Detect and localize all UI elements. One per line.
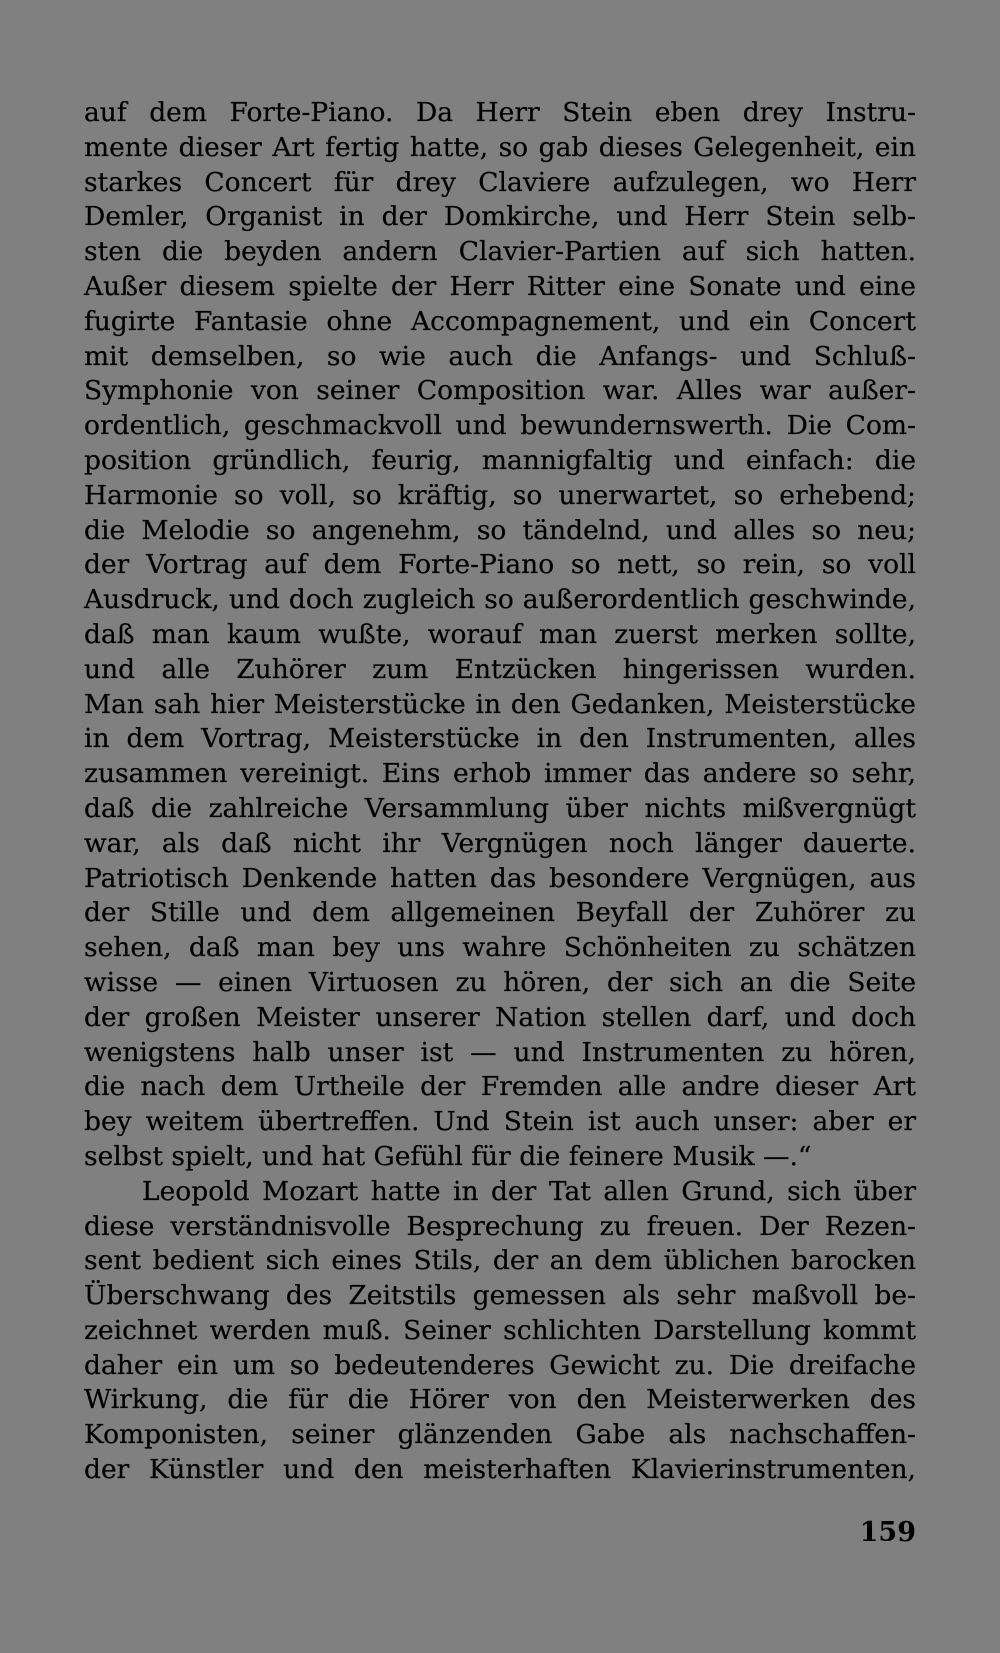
text-line: Wirkung, die für die Hörer von den Meisterwerken des xyxy=(84,1384,916,1416)
text-line: bey weitem übertreffen. Und Stein ist auch unser: aber er xyxy=(84,1106,916,1138)
text-line: die Melodie so angenehm, so tändelnd, und alles so neu; xyxy=(84,514,916,546)
text-line: mit demselben, so wie auch die Anfangs- und Schluß- xyxy=(84,340,916,372)
text-line: wenigstens halb unser ist — und Instrumenten zu hören, xyxy=(84,1036,916,1068)
text-line: Demler, Organist in der Domkirche, und Herr Stein selb- xyxy=(84,201,916,233)
text-line: der Vortrag auf dem Forte-Piano so nett, so rein, so voll xyxy=(84,549,916,581)
text-line: in dem Vortrag, Meisterstücke in den Instrumenten, alles xyxy=(84,723,916,755)
text-line: daher ein um so bedeutenderes Gewicht zu. Die dreifache xyxy=(84,1349,916,1381)
text-line: sten die beyden andern Clavier-Partien auf sich hatten. xyxy=(84,236,916,268)
text-line: Überschwang des Zeitstils gemessen als sehr maßvoll be- xyxy=(84,1280,916,1312)
text-line: war, als daß nicht ihr Vergnügen noch länger dauerte. xyxy=(84,827,916,859)
text-line: die nach dem Urtheile der Fremden alle andre dieser Art xyxy=(84,1071,916,1103)
text-line: Symphonie von seiner Composition war. Alles war außer- xyxy=(84,375,916,407)
text-line: daß man kaum wußte, worauf man zuerst merken sollte, xyxy=(84,618,916,650)
text-line: Patriotisch Denkende hatten das besondere Vergnügen, aus xyxy=(84,862,916,894)
text-line: sehen, daß man bey uns wahre Schönheiten zu schätzen xyxy=(84,932,916,964)
text-line: starkes Concert für drey Claviere aufzulegen, wo Herr xyxy=(84,166,916,198)
text-line: der Stille und dem allgemeinen Beyfall der Zuhörer zu xyxy=(84,897,916,929)
text-line: ordentlich, geschmackvoll und bewundernswerth. Die Com- xyxy=(84,410,916,442)
page-number: 159 xyxy=(859,1517,916,1548)
text-line: Man sah hier Meisterstücke in den Gedanken, Meisterstücke xyxy=(84,688,916,720)
text-line-paragraph-start: Leopold Mozart hatte in der Tat allen Grund, sich über xyxy=(142,1175,916,1207)
text-line: Außer diesem spielte der Herr Ritter eine Sonate und eine xyxy=(84,270,916,302)
text-line: wisse — einen Virtuosen zu hören, der sich an die Seite xyxy=(84,966,916,998)
text-line: sent bedient sich eines Stils, der an dem üblichen barocken xyxy=(84,1245,916,1277)
text-line: diese verständnisvolle Besprechung zu freuen. Der Rezen- xyxy=(84,1210,916,1242)
text-line: mente dieser Art fertig hatte, so gab dieses Gelegenheit, ein xyxy=(84,131,916,163)
text-line: zeichnet werden muß. Seiner schlichten Darstellung kommt xyxy=(84,1314,916,1346)
body-text xyxy=(84,96,916,1488)
text-line-paragraph-end: selbst spielt, und hat Gefühl für die feinere Musik —.“ xyxy=(84,1140,812,1172)
text-line: und alle Zuhörer zum Entzücken hingerissen wurden. xyxy=(84,653,916,685)
text-line: der großen Meister unserer Nation stellen darf, und doch xyxy=(84,1001,916,1033)
text-line: Komponisten, seiner glänzenden Gabe als nachschaffen- xyxy=(84,1419,916,1451)
text-line: position gründlich, feurig, mannigfaltig und einfach: die xyxy=(84,444,916,476)
text-line: daß die zahlreiche Versammlung über nichts mißvergnügt xyxy=(84,792,916,824)
text-line: zusammen vereinigt. Eins erhob immer das andere so sehr, xyxy=(84,758,916,790)
text-line: fugirte Fantasie ohne Accompagnement, und ein Concert xyxy=(84,305,916,337)
text-line: der Künstler und den meisterhaften Klavierinstrumenten, xyxy=(84,1454,916,1486)
text-line: Ausdruck, und doch zugleich so außerordentlich geschwinde, xyxy=(84,584,916,616)
text-line: auf dem Forte-Piano. Da Herr Stein eben drey Instru- xyxy=(84,97,916,128)
text-line: Harmonie so voll, so kräftig, so unerwartet, so erhebend; xyxy=(84,479,916,511)
